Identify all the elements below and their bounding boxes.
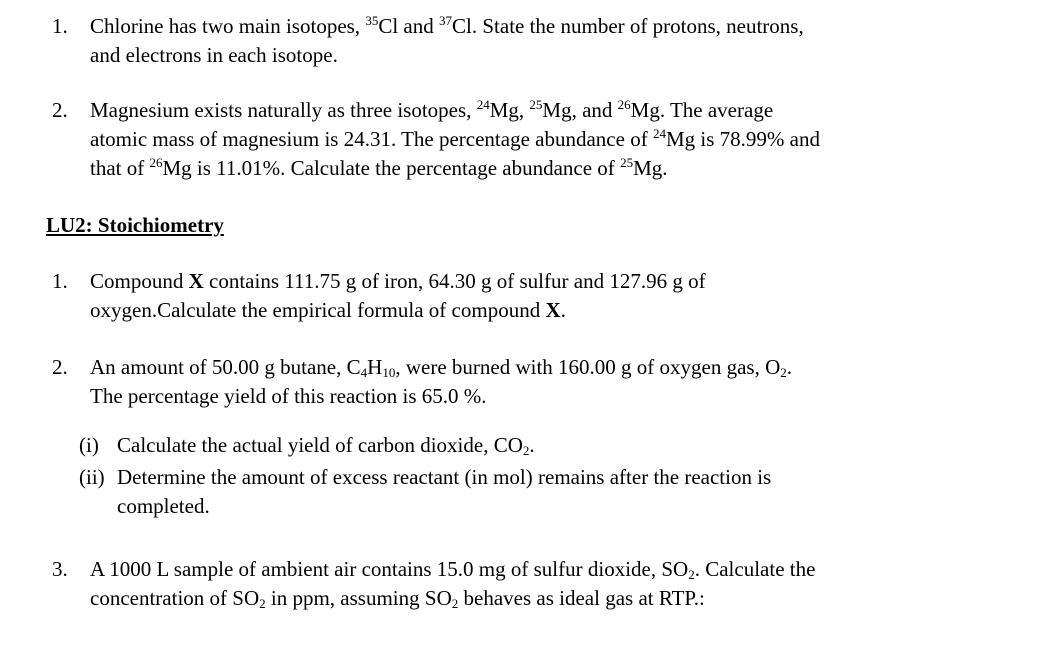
- question-number: 3.: [52, 557, 68, 581]
- lu1-question-2: [52, 96, 990, 183]
- question-text-line-2: The percentage yield of this reaction is 65.0 %.: [90, 384, 487, 408]
- lu2-question-1: [52, 267, 990, 325]
- lu2-question-2-part-i: [79, 431, 979, 460]
- lu2-question-3: [52, 555, 990, 613]
- lu2-question-2-part-ii: [79, 463, 979, 521]
- question-text-line-2: and electrons in each isotope.: [90, 43, 338, 67]
- question-number: 1.: [52, 269, 68, 293]
- question-number: 1.: [52, 14, 68, 38]
- section-heading: LU2: Stoichiometry: [46, 213, 224, 237]
- part-text-line-2: completed.: [117, 494, 210, 518]
- lu1-question-1: [52, 12, 990, 70]
- question-text: Compound X contains 111.75 g of iron, 64.30 g of sulfur and 127.96 g of: [90, 269, 706, 293]
- question-text: Chlorine has two main isotopes, $^{35}$Cl and $^{37}$Cl. State the number of protons, neutrons,: [90, 12, 804, 38]
- question-text: An amount of 50.00 g butane, $C_4H_{10}$, were burned with 160.00 g of oxygen gas, $O_2$.: [90, 355, 793, 380]
- part-text: Determine the amount of excess reactant (in mol) remains after the reaction is: [117, 465, 772, 489]
- question-text: Magnesium exists naturally as three isotopes, $^{24}$Mg, $^{25}$Mg, and $^{26}$Mg. The average: [90, 96, 774, 122]
- question-number: 2.: [52, 355, 68, 379]
- part-number: (i): [79, 433, 99, 457]
- question-text-line-2: oxygen.Calculate the empirical formula of compound X.: [90, 298, 566, 322]
- question-text-line-2: atomic mass of magnesium is 24.31. The percentage abundance of $^{24}$Mg is 78.99% and: [90, 125, 820, 151]
- part-text: Calculate the actual yield of carbon dioxide, $CO_2$.: [117, 433, 535, 458]
- question-text-line-2: concentration of $SO_2$ in ppm, assuming $SO_2$ behaves as ideal gas at RTP.:: [90, 586, 705, 611]
- part-number: (ii): [79, 465, 105, 489]
- question-text-line-3: that of $^{26}$Mg is 11.01%. Calculate the percentage abundance of $^{25}$Mg.: [90, 154, 668, 180]
- lu2-question-2: [52, 353, 990, 411]
- question-text: A 1000 L sample of ambient air contains 15.0 mg of sulfur dioxide, $SO_2$. Calculate the: [90, 557, 816, 582]
- question-number: 2.: [52, 98, 68, 122]
